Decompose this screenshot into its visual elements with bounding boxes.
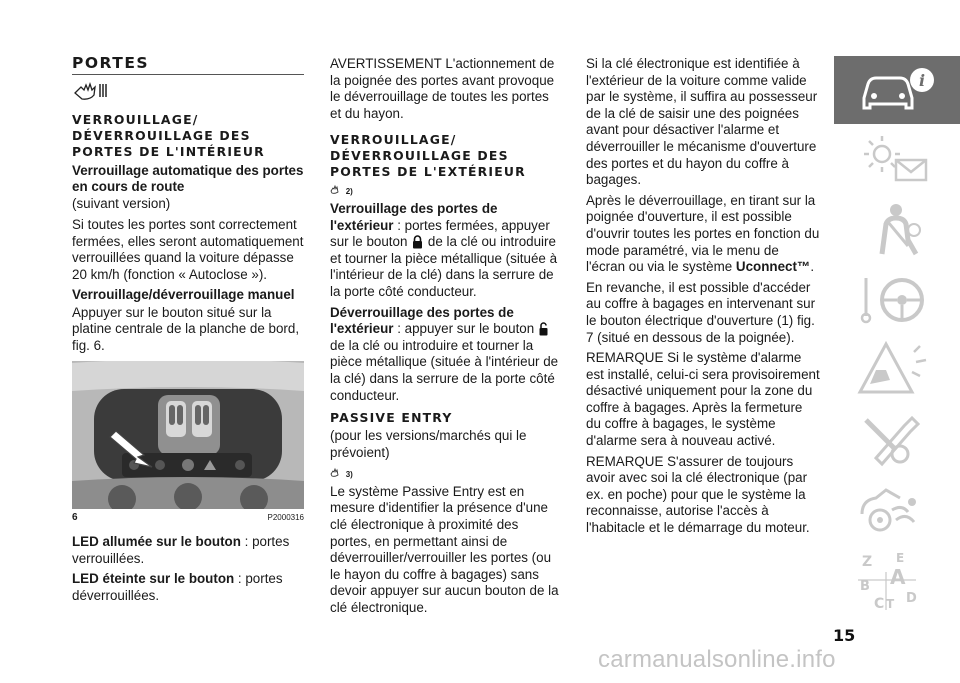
manual-locking-title: Verrouillage/déverrouillage manuel bbox=[72, 287, 295, 303]
index-letter: C bbox=[874, 596, 885, 612]
paragraph-4: REMARQUE Si le système d'alarme est installé, celui-ci sera provisoirement désactivé uniquement pour la zone du coffre à bagages. Après la fermeture du coffre à bagages, le système d'alarme sera à nouveau activé. bbox=[586, 350, 820, 449]
figure-number: 6 bbox=[72, 511, 78, 523]
paragraph-2 bbox=[586, 193, 820, 276]
exterior-unlock-paragraph bbox=[330, 305, 562, 405]
hand-small-icon bbox=[330, 184, 340, 194]
led-on-text: : portes verrouillées. bbox=[72, 534, 290, 566]
tab-breakdown[interactable] bbox=[834, 336, 960, 404]
manual-locking-body: Appuyer sur le bouton situé sur la platine centrale de la planche de bord, fig. 6. bbox=[72, 304, 300, 353]
index-letter: A bbox=[890, 565, 906, 589]
seat-belt-icon bbox=[856, 200, 940, 260]
exterior-unlock-text2: de la clé ou introduire et tourner la pièce métallique (située à l'intérieur de la clé) dans la serrure de la porte côté conducteur. bbox=[330, 337, 559, 403]
hand-warning-icon bbox=[72, 81, 110, 101]
led-on-paragraph bbox=[72, 534, 304, 567]
exterior-lock-label: Verrouillage des portes de l'extérieur bbox=[330, 200, 498, 233]
ref-2 bbox=[330, 182, 562, 201]
paragraph-1: Si la clé électronique est identifiée à l'extérieur de la voiture comme valide par le système, il suffira au possesseur de la clé de saisir une des poignées avant pour désactiver l'alarme et déverrouiller le mécanisme d'ouverture des portes et du hayon du coffre à bagages. bbox=[586, 56, 818, 188]
figure-caption bbox=[72, 510, 304, 527]
car-info-icon bbox=[856, 60, 940, 120]
auto-locking-body: Si toutes les portes sont correctement fermées, elles seront automatiquement verrouillées quand la voiture dépasse 20 km/h (fonction « Autoclose »). bbox=[72, 217, 304, 282]
led-off-text: : portes déverrouillées. bbox=[72, 571, 283, 603]
warning-lights-icon bbox=[856, 130, 940, 190]
warning-text: AVERTISSEMENT L'actionnement de la poignée des portes avant provoque le déverrouillage de toutes les portes et du hayon. bbox=[330, 56, 555, 121]
exterior-unlock-label: Déverrouillage des portes de l'extérieur bbox=[330, 304, 514, 337]
index-letter: B bbox=[860, 579, 870, 594]
paragraph-2-end: . bbox=[810, 259, 815, 275]
ref-3-label: 3) bbox=[345, 470, 353, 480]
exterior-lock-text2: de la clé ou introduire et tourner la pièce métallique (située à l'intérieur de la clé) dans la serrure de la porte côté conducteur. bbox=[330, 234, 558, 299]
heading-exterior-locking: VERROUILLAGE/ DÉVERROUILLAGE DES PORTES DE L'EXTÉRIEUR bbox=[330, 132, 526, 180]
title-rule bbox=[72, 74, 304, 75]
column-middle bbox=[330, 56, 562, 621]
watermark: carmanualsonline.info bbox=[598, 646, 836, 673]
index-letter: D bbox=[906, 591, 917, 606]
paragraph-3: En revanche, il est possible d'accéder au coffre à bagages en intervenant sur le bouton électrique d'ouverture (1) fig. 7 (situé en dessous de la poignée). bbox=[586, 279, 816, 345]
page-number: 15 bbox=[833, 626, 856, 645]
breakdown-triangle-icon bbox=[856, 340, 940, 400]
section-title: PORTES bbox=[72, 54, 150, 72]
uconnect-name: Uconnect™ bbox=[735, 259, 811, 275]
passive-version: (pour les versions/marchés qui le prévoient) bbox=[330, 428, 527, 460]
passive-body: Le système Passive Entry est en mesure d'identifier la présence d'une clé électronique à proximité des portes, en permettant ainsi de déverrouiller/verrouiller les portes (ou le hayon du coffre à bagages) sans devoir appuyer sur aucun bouton de la clé électronique. bbox=[330, 483, 559, 616]
led-on-label: LED allumée sur le bouton bbox=[72, 534, 241, 550]
maintenance-tools-icon bbox=[856, 410, 940, 470]
ref-2-label: 2) bbox=[345, 187, 353, 197]
chapter-sidebar bbox=[834, 56, 960, 616]
heading-passive-entry: PASSIVE ENTRY bbox=[330, 410, 453, 426]
auto-locking-version: (suivant version) bbox=[72, 196, 171, 212]
steering-wheel-icon bbox=[856, 270, 940, 330]
figure-dashboard-vents bbox=[72, 361, 304, 509]
index-letters-icon bbox=[856, 550, 940, 612]
tab-steering-wheel[interactable] bbox=[834, 266, 960, 334]
paragraph-2-text: Après le déverrouillage, en tirant sur la poignée d'ouverture, il est possible d'ouvrir toutes les portes en fonction du mode paramétré, via le menu de l'écran ou via le système bbox=[586, 192, 820, 275]
paragraph-5: REMARQUE S'assurer de toujours avoir avec soi la clé électronique (par ex. en poche) pour que le système la reconnaisse, autorise l'accès à l'habitacle et le démarrage du moteur. bbox=[586, 453, 810, 536]
exterior-lock-text1: : portes fermées, appuyer sur le bouton bbox=[330, 217, 550, 250]
exterior-lock-paragraph bbox=[330, 201, 562, 301]
dashboard-illustration bbox=[72, 361, 304, 509]
auto-locking-title: Verrouillage automatique des portes en cours de route bbox=[72, 162, 304, 194]
tab-technical-data[interactable] bbox=[834, 476, 960, 544]
led-off-paragraph bbox=[72, 571, 304, 604]
exterior-unlock-text1: : appuyer sur le bouton bbox=[393, 321, 535, 337]
lock-icon bbox=[412, 235, 423, 249]
technical-data-icon bbox=[856, 480, 940, 540]
column-right bbox=[586, 56, 820, 541]
svg-text:i: i bbox=[918, 71, 926, 90]
index-letter: Z bbox=[862, 554, 873, 570]
column-left bbox=[72, 54, 304, 609]
led-off-label: LED éteinte sur le bouton bbox=[72, 571, 235, 587]
tab-seat-belt[interactable] bbox=[834, 196, 960, 264]
tab-car-info[interactable] bbox=[834, 56, 960, 124]
tab-maintenance[interactable] bbox=[834, 406, 960, 474]
heading-interior-locking: VERROUILLAGE/ DÉVERROUILLAGE DES PORTES DE L'INTÉRIEUR bbox=[72, 111, 265, 159]
ref-3 bbox=[330, 465, 562, 484]
tab-warning-lights[interactable] bbox=[834, 126, 960, 194]
unlock-icon bbox=[539, 322, 548, 336]
index-letter: E bbox=[896, 551, 905, 565]
index-letter: T bbox=[886, 597, 895, 611]
tab-index[interactable] bbox=[834, 546, 960, 614]
figure-code: P2000316 bbox=[267, 512, 304, 522]
hand-small-icon bbox=[330, 467, 340, 477]
